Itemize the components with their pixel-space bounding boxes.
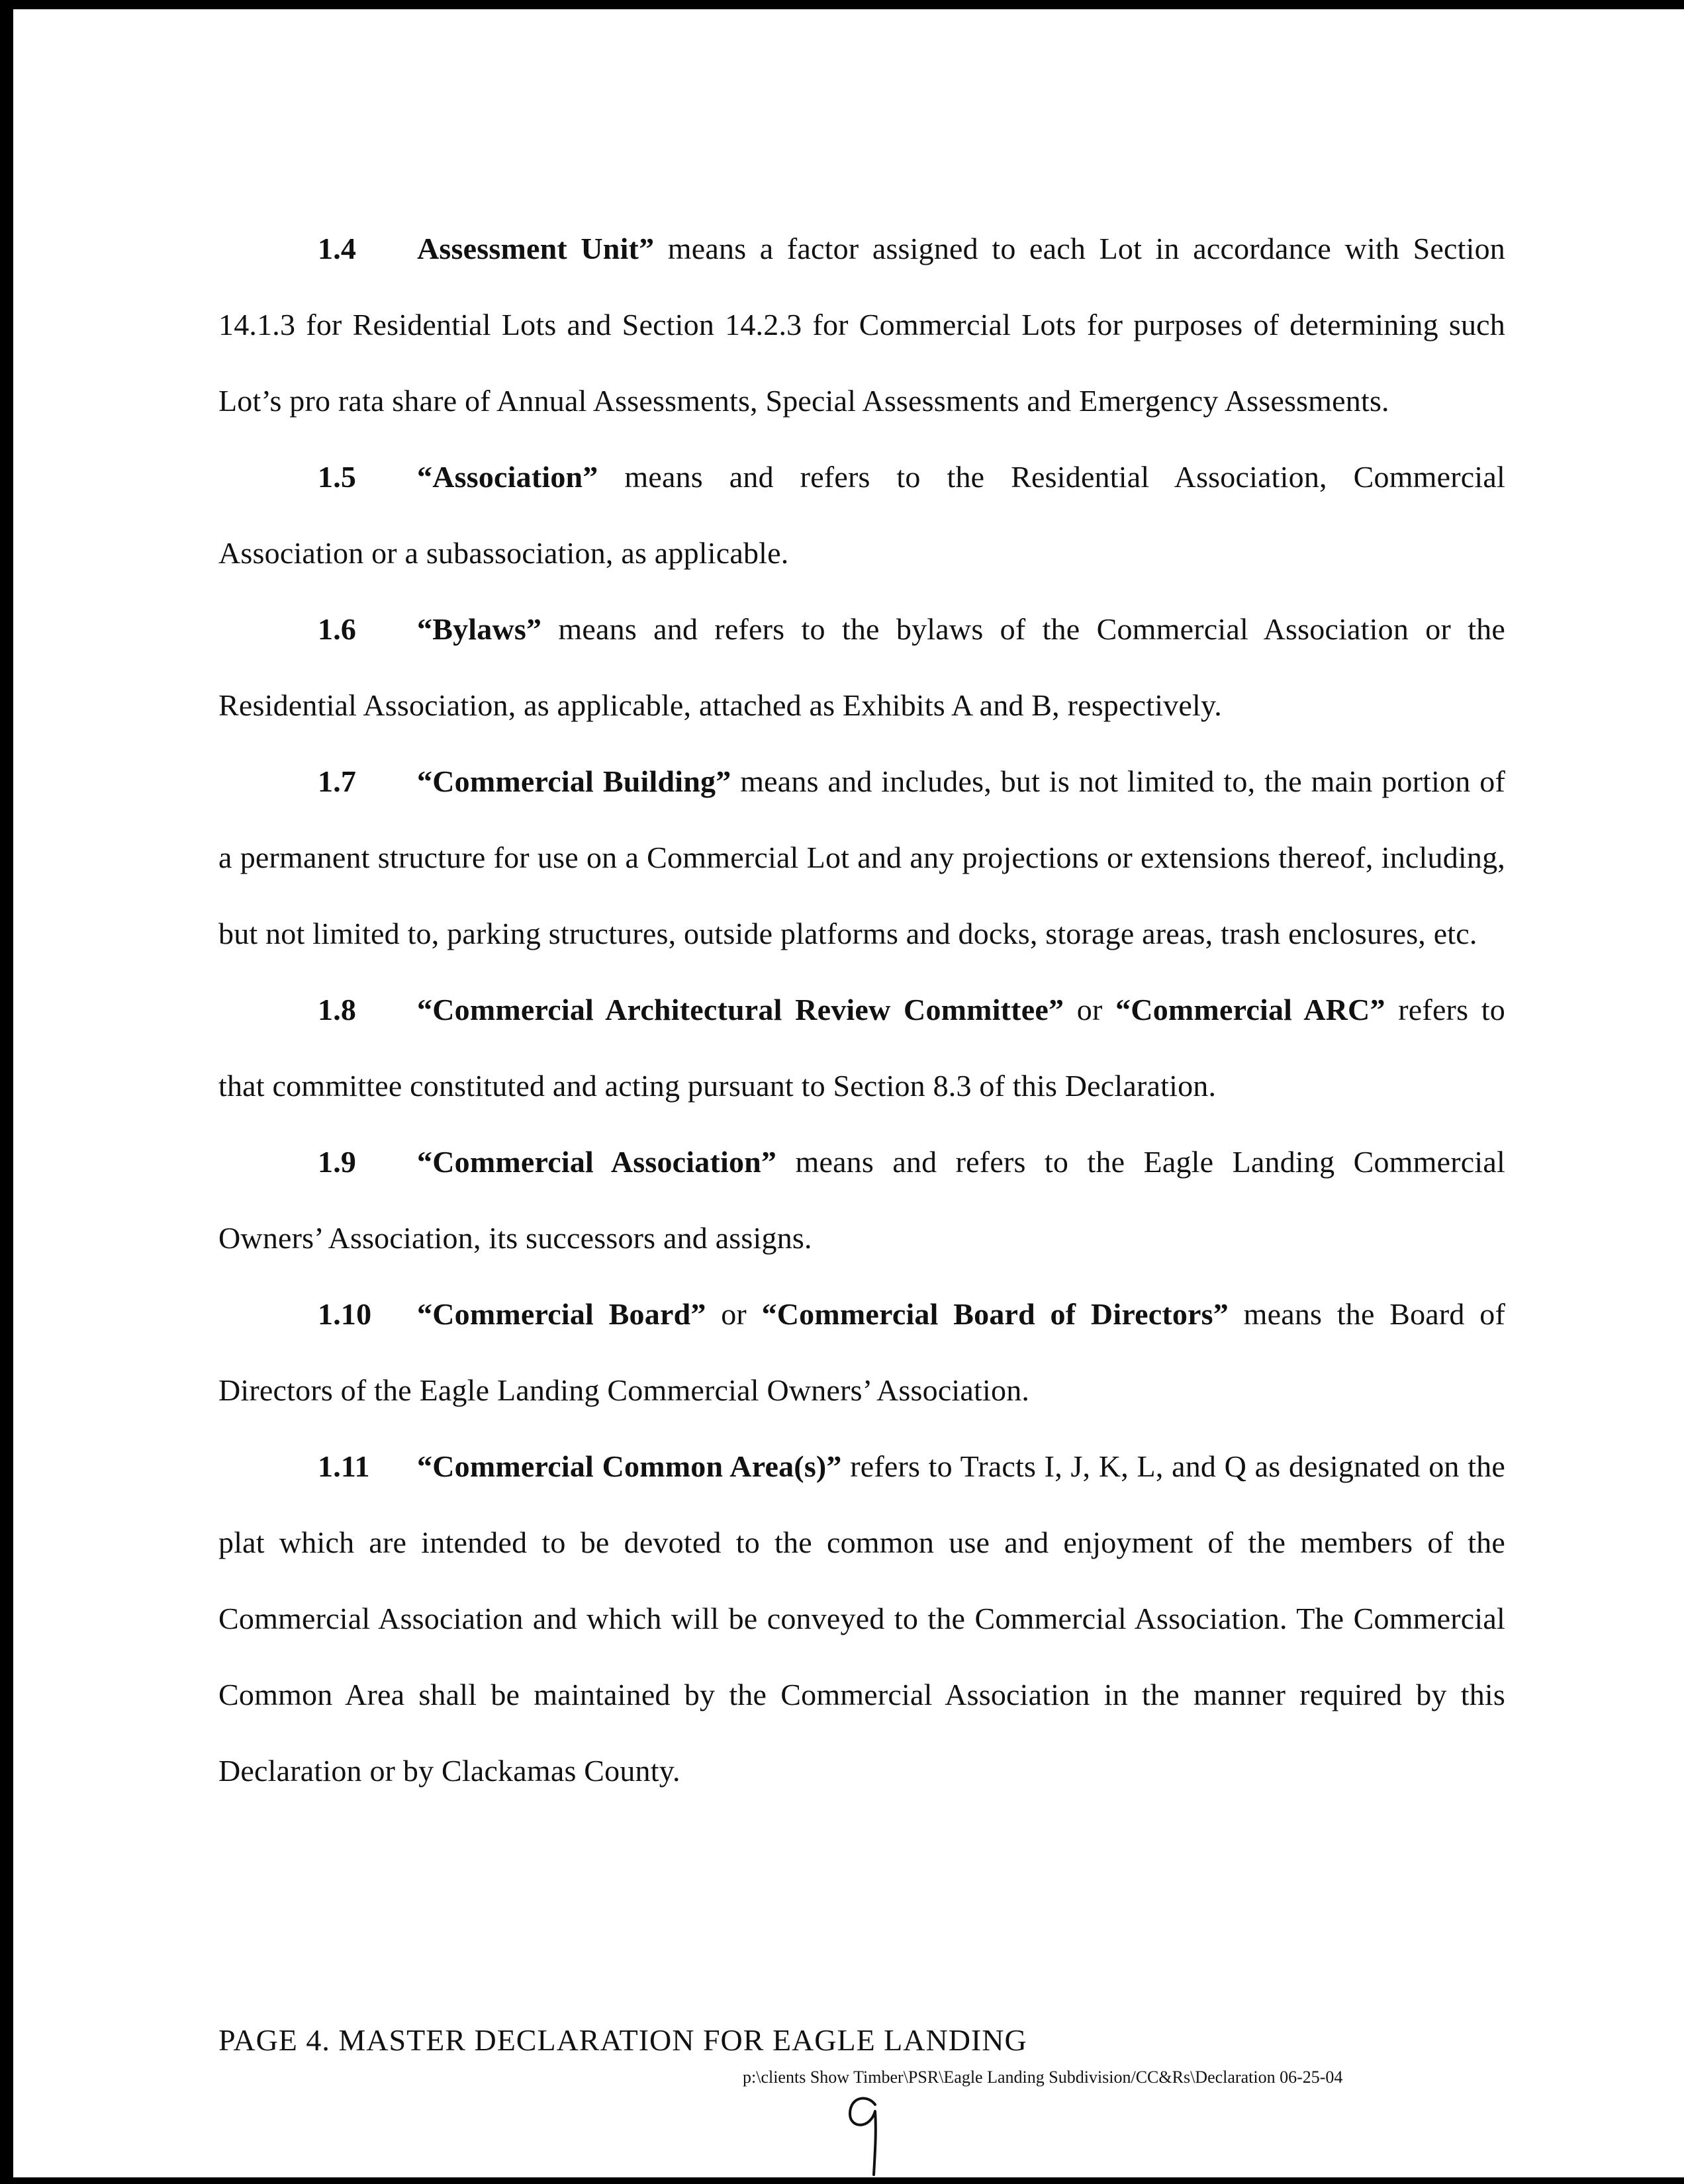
definition-paragraph: [218, 972, 1505, 1124]
file-path-footer: p:\clients Show Timber\PSR\Eagle Landing Subdivision/CC&Rs\Declaration 06-25-04: [743, 2068, 1343, 2087]
handwritten-page-mark: [841, 2091, 894, 2177]
definition-paragraph: [218, 210, 1505, 439]
definition-text: means a factor assigned to each Lot in accordance with Section 14.1.3 for Residential Lots and Section 14.2.3 for Commercial Lots for purposes of determining such Lot’s pro rata share of Annual Assessments, Special Assessments and Emergency Assessments.: [218, 232, 1505, 418]
definition-text: means and refers to the Eagle Landing Commercial Owners’ Association, its successors and assigns.: [218, 1145, 1505, 1255]
definition-paragraph: [218, 1276, 1505, 1428]
defined-term: “Commercial Association”: [417, 1145, 777, 1179]
definition-text: means the Board of Directors of the Eagle Landing Commercial Owners’ Association.: [218, 1297, 1505, 1407]
scan-border-left: [0, 0, 13, 2184]
defined-term: “Commercial Building”: [417, 764, 731, 798]
defined-term: “Association”: [417, 460, 598, 494]
definition-text: refers to Tracts I, J, K, L, and Q as designated on the plat which are intended to be devoted to the common use and enjoyment of the members of the Commercial Association and which will be conveyed to the Commercial Association. The Commercial Common Area shall be maintained by the Commercial Association in the manner required by this Declaration or by Clackamas County.: [218, 1449, 1505, 1788]
definition-text: means and refers to the Residential Association, Commercial Association or a subassociation, as applicable.: [218, 460, 1505, 570]
defined-term: “Commercial Board”: [417, 1297, 706, 1331]
defined-term: “Bylaws”: [417, 612, 542, 646]
section-number: 1.11: [318, 1449, 370, 1483]
definition-paragraph: [218, 1428, 1505, 1809]
definition-text: or: [1064, 993, 1116, 1026]
section-number: 1.4: [318, 232, 357, 265]
definition-paragraph: [218, 591, 1505, 743]
defined-term: “Commercial Board of Directors”: [761, 1297, 1229, 1331]
definition-text: means and includes, but is not limited to, the main portion of a permanent structure for use on a Commercial Lot and any projections or extensions thereof, including, but not limited to, parking structures, outside platforms and docks, storage areas, trash enclosures, etc.: [218, 764, 1506, 950]
definition-text: means and refers to the bylaws of the Commercial Association or the Residential Association, as applicable, attached as Exhibits A and B, respectively.: [218, 612, 1505, 722]
page-footer-title: PAGE 4. MASTER DECLARATION FOR EAGLE LANDING: [218, 2023, 1027, 2057]
section-number: 1.9: [318, 1145, 357, 1179]
section-number: 1.8: [318, 993, 357, 1026]
document-body: [218, 210, 1505, 1809]
definition-paragraph: [218, 743, 1505, 972]
definition-text: refers to that committee constituted and acting pursuant to Section 8.3 of this Declaration.: [218, 993, 1505, 1103]
defined-term: “Commercial Common Area(s)”: [417, 1449, 842, 1483]
section-number: 1.6: [318, 612, 357, 646]
defined-term: “Commercial Architectural Review Committee”: [417, 993, 1064, 1026]
scan-border-top: [0, 0, 1684, 9]
definition-paragraph: [218, 1124, 1505, 1276]
scan-border-bottom: [0, 2177, 1684, 2184]
definition-paragraph: [218, 439, 1505, 591]
section-number: 1.10: [318, 1297, 372, 1331]
definition-text: or: [706, 1297, 762, 1331]
section-number: 1.7: [318, 764, 357, 798]
defined-term: Assessment Unit”: [417, 232, 655, 265]
section-number: 1.5: [318, 460, 357, 494]
defined-term: “Commercial ARC”: [1115, 993, 1385, 1026]
